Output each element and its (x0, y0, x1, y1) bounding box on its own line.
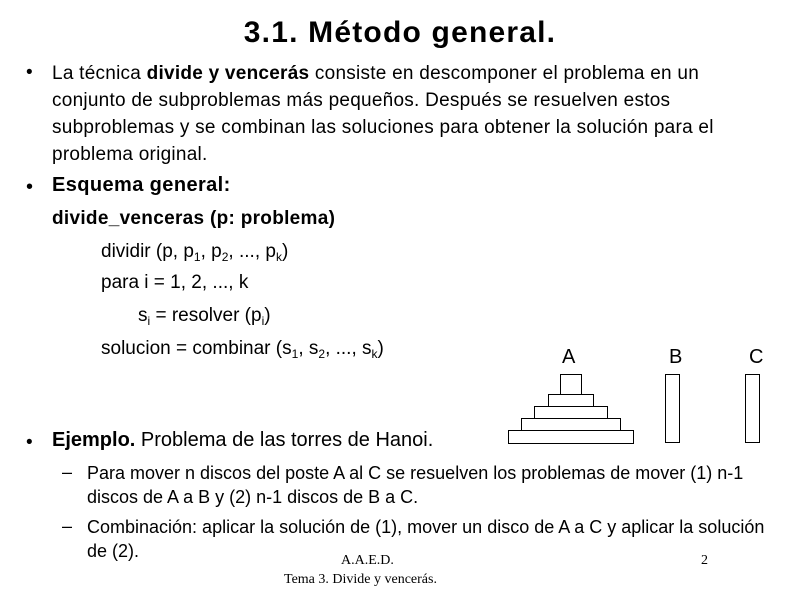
peg-label-a: A (562, 346, 576, 368)
dash-marker: – (62, 462, 73, 482)
code-text: , ..., p (228, 241, 276, 262)
ejemplo-line (52, 429, 433, 452)
peg-a-top (560, 374, 582, 396)
footer-topic: Tema 3. Divide y vencerás. (284, 572, 437, 587)
code-subscript: 2 (318, 347, 326, 361)
code-text: ) (264, 305, 271, 326)
code-signature: divide_venceras (p: problema) (52, 208, 336, 229)
code-line-resolver (138, 304, 271, 328)
footer-course: A.A.E.D. (341, 553, 394, 568)
code-text: , s (298, 338, 319, 359)
code-text: solucion = combinar (s (101, 338, 292, 359)
code-text: ) (377, 338, 384, 359)
code-text: , p (200, 241, 222, 262)
ejemplo-label: Ejemplo. (52, 429, 136, 451)
intro-paragraph (52, 60, 772, 168)
bullet-marker: • (26, 176, 34, 198)
bullet-marker: • (26, 62, 33, 83)
bullet-marker: • (26, 432, 33, 453)
code-line-para: para i = 1, 2, ..., k (101, 272, 249, 293)
peg-c (745, 374, 760, 443)
slide-title: 3.1. Método general. (243, 16, 557, 49)
intro-text-before: La técnica (52, 63, 147, 84)
ejemplo-item-1: Para mover n discos del poste A al C se resuelven los problemas de mover (1) n-1 discos de A a B y (2) n-1 discos de B a C. (87, 463, 744, 507)
code-text: , ..., s (325, 338, 372, 359)
code-subscript: k (275, 250, 282, 264)
code-text: = resolver (p (150, 305, 262, 326)
code-line-dividir (101, 240, 288, 264)
code-line-solucion (101, 337, 384, 361)
ejemplo-text: Problema de las torres de Hanoi. (135, 429, 434, 451)
code-subscript: k (371, 347, 378, 361)
code-subscript: 2 (221, 250, 229, 264)
footer-page-number: 2 (701, 553, 708, 568)
code-text: s (138, 305, 148, 326)
code-text: dividir (p, p (101, 241, 194, 262)
code-subscript: 1 (193, 250, 201, 264)
dash-marker: – (62, 516, 73, 536)
intro-bold-term: divide y vencerás (146, 63, 310, 84)
ejemplo-item-2: Combinación: aplicar la solución de (1), mover un disco de A a C y aplicar la solución de (2). (87, 517, 765, 561)
code-subscript: 1 (291, 347, 299, 361)
peg-b (665, 374, 680, 443)
hanoi-disk-4 (508, 430, 634, 444)
esquema-heading: Esquema general: (52, 174, 231, 196)
code-subscript: i (261, 314, 265, 328)
peg-label-b: B (669, 346, 683, 368)
peg-label-c: C (749, 346, 764, 368)
code-subscript: i (147, 314, 151, 328)
intro-text-after: consiste en descomponer el problema en un conjunto de subproblemas más pequeños. Después se resuelven estos subproblemas y se combinan las soluciones para obtener la solución para el problema original. (52, 63, 714, 165)
code-text: ) (281, 241, 289, 262)
